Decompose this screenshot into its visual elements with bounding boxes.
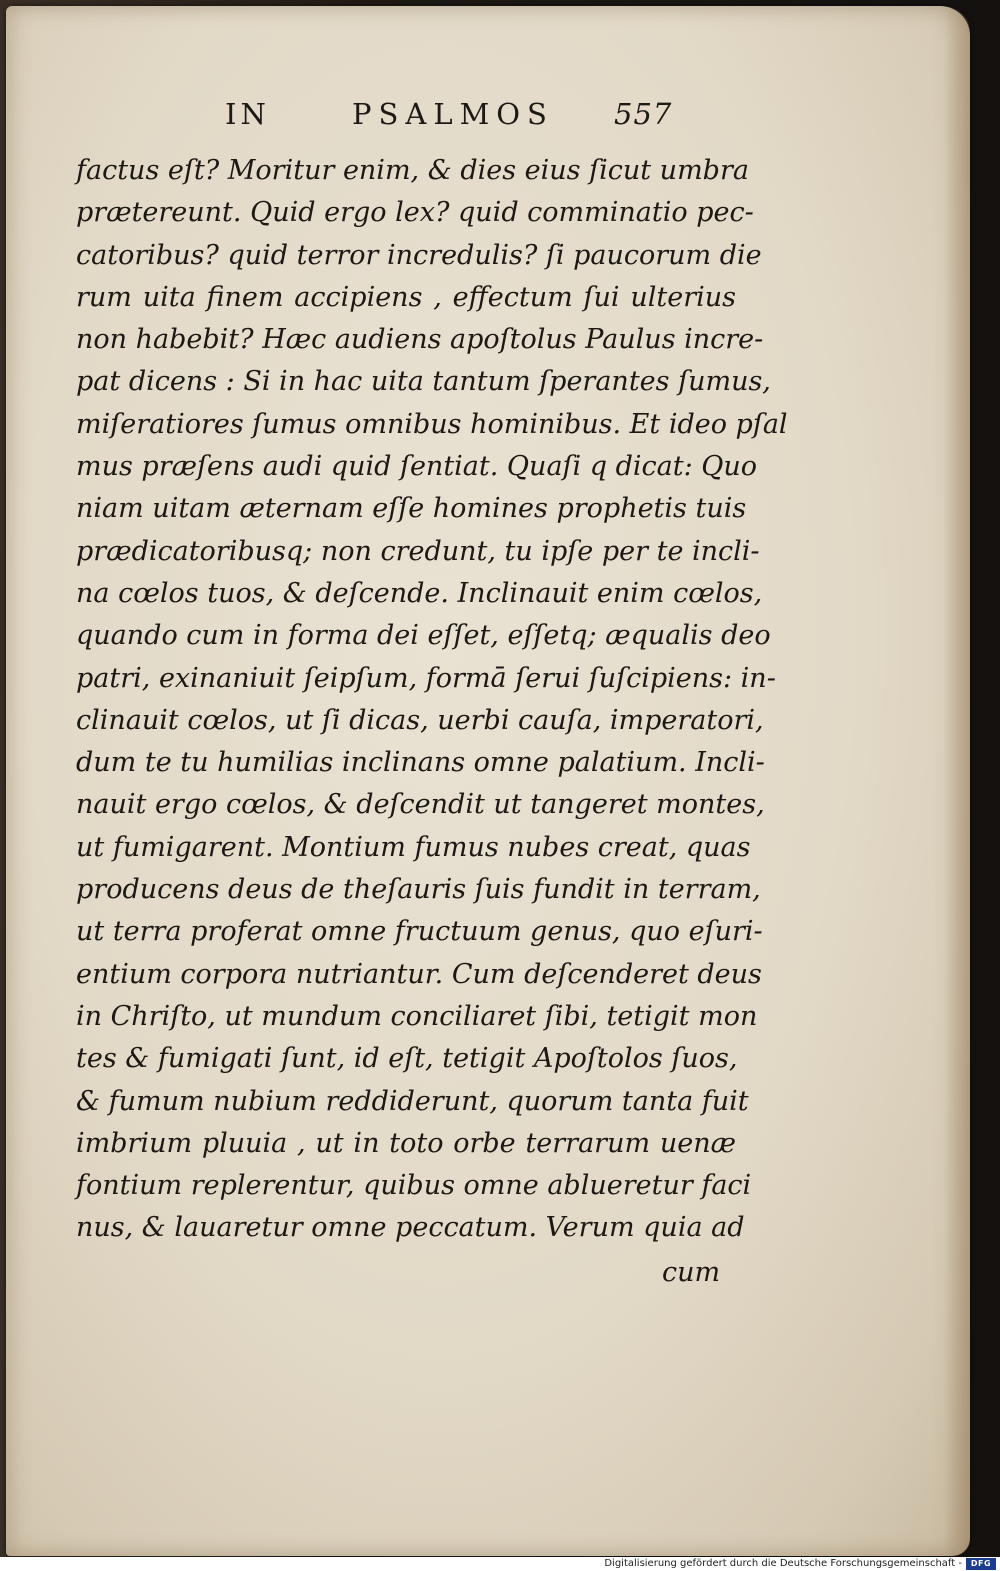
text-line: ut fumigarent. Montium fumus nubes creat, quas — [76, 831, 751, 863]
text-line: nauit ergo cœlos, & deſcendit ut tangeret montes, — [76, 789, 765, 821]
text-line: fontium replerentur, quibus omne ablueretur faci — [76, 1170, 752, 1202]
text-line: clinauit cœlos, ut ſi dicas, uerbi cauſa, imperatori, — [76, 704, 764, 736]
text-line: rum uita finem accipiens , effectum ſui ulterius — [76, 281, 736, 313]
text-line: dum te tu humilias inclinans omne palatium. Incli- — [76, 747, 765, 779]
page-number: 557 — [614, 97, 673, 131]
running-head-prefix: IN — [225, 97, 270, 131]
text-line: nus, & lauaretur omne peccatum. Verum quia ad — [76, 1212, 745, 1244]
text-line: niam uitam æternam eſſe homines prophetis tuis — [76, 493, 747, 525]
text-line: patri, exinaniuit ſeipſum, formā ſerui ſuſcipiens: in- — [76, 662, 776, 694]
text-line: pat dicens : Si in hac uita tantum ſperantes ſumus, — [76, 366, 771, 398]
text-line: imbrium pluuia , ut in toto orbe terrarum uenæ — [76, 1127, 736, 1159]
text-line: ut terra proferat omne fructuum genus, quo eſuri- — [76, 916, 763, 948]
running-head-title: PSALMOS — [352, 97, 554, 131]
running-head — [0, 97, 1000, 137]
text-line: in Chriſto, ut mundum conciliaret ſibi, tetigit mon — [76, 1000, 758, 1032]
text-line: prætereunt. Quid ergo lex? quid comminatio pec- — [76, 197, 754, 229]
text-line: entium corpora nutriantur. Cum deſcenderet deus — [76, 958, 762, 990]
text-line: factus eſt? Moritur enim, & dies eius ſicut umbra — [76, 155, 749, 186]
text-line: producens deus de theſauris ſuis fundit in terram, — [76, 874, 761, 906]
page-edge-shadow — [944, 6, 970, 1556]
dfg-logo-icon: DFG — [966, 1558, 996, 1570]
text-line: na cœlos tuos, & deſcende. Inclinauit enim cœlos, — [76, 577, 763, 609]
text-line: mus præſens audi quid ſentiat. Quaſi q dicat: Quo — [76, 451, 758, 483]
catchword: cum — [662, 1257, 721, 1288]
digitization-footer — [0, 1557, 1000, 1571]
text-line: & fumum nubium reddiderunt, quorum tanta fuit — [76, 1085, 749, 1117]
body-text — [76, 150, 788, 1250]
text-line: tes & fumigati ſunt, id eſt, tetigit Apoſtolos ſuos, — [76, 1043, 738, 1075]
text-line: catoribus? quid terror incredulis? ſi paucorum die — [76, 239, 762, 271]
text-line: prædicatoribusq; non credunt, tu ipſe per te incli- — [76, 535, 760, 567]
text-line: miſeratiores ſumus omnibus hominibus. Et ideo pſal — [76, 408, 788, 440]
text-line: quando cum in forma dei eſſet, eſſetq; æqualis deo — [76, 620, 771, 652]
text-line: non habebit? Hæc audiens apoſtolus Paulus incre- — [76, 324, 764, 356]
funding-notice: Digitalisierung gefördert durch die Deutsche Forschungsgemeinschaft - — [604, 1558, 962, 1569]
